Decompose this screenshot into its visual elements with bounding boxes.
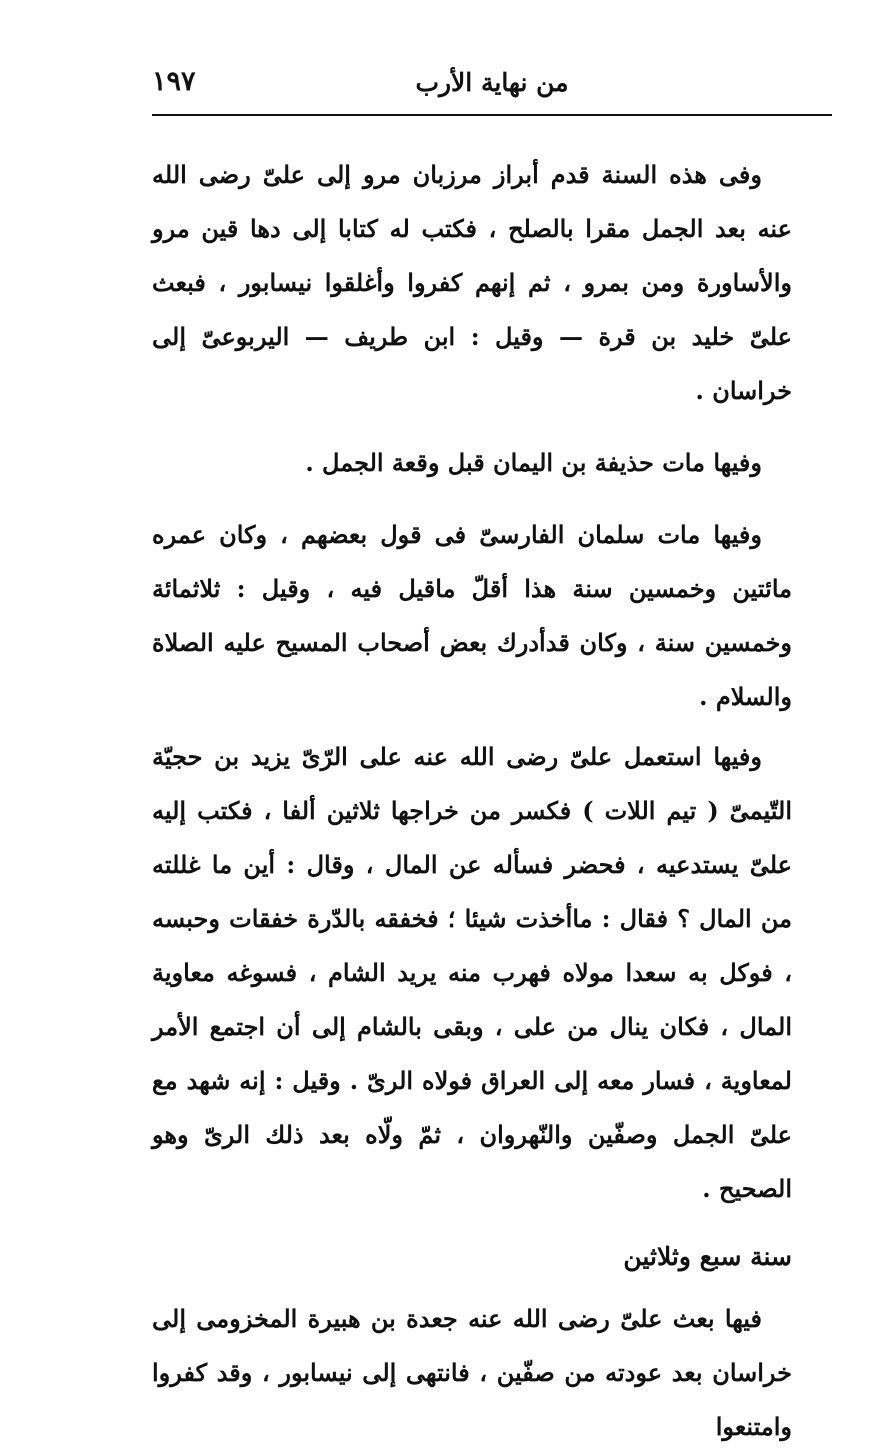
paragraph-4: وفيها استعمل علىّ رضى الله عنه على الرّىّ يزيد بن حجيّة التّيمىّ ( تيم اللات ) فكسر من خراجها ثلاثين ألفا ، فكتب إليه علىّ يستدعيه ، فحضر فسأله عن المال ، وقال : أين ما غللته من المال ؟ فقال : ماأخذت شيئا ؛ فخفقه بالدّرة خفقات وحبسه ، فوكل به سعدا مولاه فهرب منه يريد الشام ، فسوغه معاوية المال ، فكان ينال من على ، وبقى بالشام إلى أن اجتمع الأمر لمعاوية ، فسار معه إلى العراق فولاه الرىّ . وقيل : إنه شهد مع علىّ الجمل وصفّين والنّهروان ، ثمّ ولّاه بعد ذلك الرىّ وهو الصحيح .	[152, 742, 793, 1203]
page-number: ١٩٧	[152, 66, 196, 97]
paragraph-2: وفيها مات حذيفة بن اليمان قبل وقعة الجمل .	[305, 448, 762, 477]
paragraph-1: وفى هذه السنة قدم أبراز مرزبان مرو إلى علىّ رضى الله عنه بعد الجمل مقرا بالصلح ، فكتب له كتابا إلى دها قين مرو والأساورة ومن بمرو ، ثم إنهم كفروا وأغلقوا نيسابور ، فبعث علىّ خليد بن قرة — وقيل : ابن طريف — اليربوعىّ إلى خراسان .	[152, 160, 792, 405]
paragraph-3: وفيها مات سلمان الفارسىّ فى قول بعضهم ، وكان عمره مائتين وخمسين سنة هذا أقلّ ماقيل فيه ، وقيل : ثلاثمائة وخمسين سنة ، وكان قدأدرك بعض أصحاب المسيح عليه الصلاة والسلام .	[152, 520, 792, 711]
header-rule	[152, 114, 832, 116]
page-header	[152, 66, 832, 112]
running-title: من نهاية الأرب	[415, 68, 569, 97]
body-text	[152, 148, 792, 1454]
paragraph-5: فيها بعث علىّ رضى الله عنه جعدة بن هبيرة المخزومى إلى خراسان بعد عودته من صفّين ، فانتهى إلى نيسابور ، وقد كفروا وامتنعوا	[152, 1304, 792, 1441]
section-heading: سنة سبع وثلاثين	[623, 1242, 792, 1271]
